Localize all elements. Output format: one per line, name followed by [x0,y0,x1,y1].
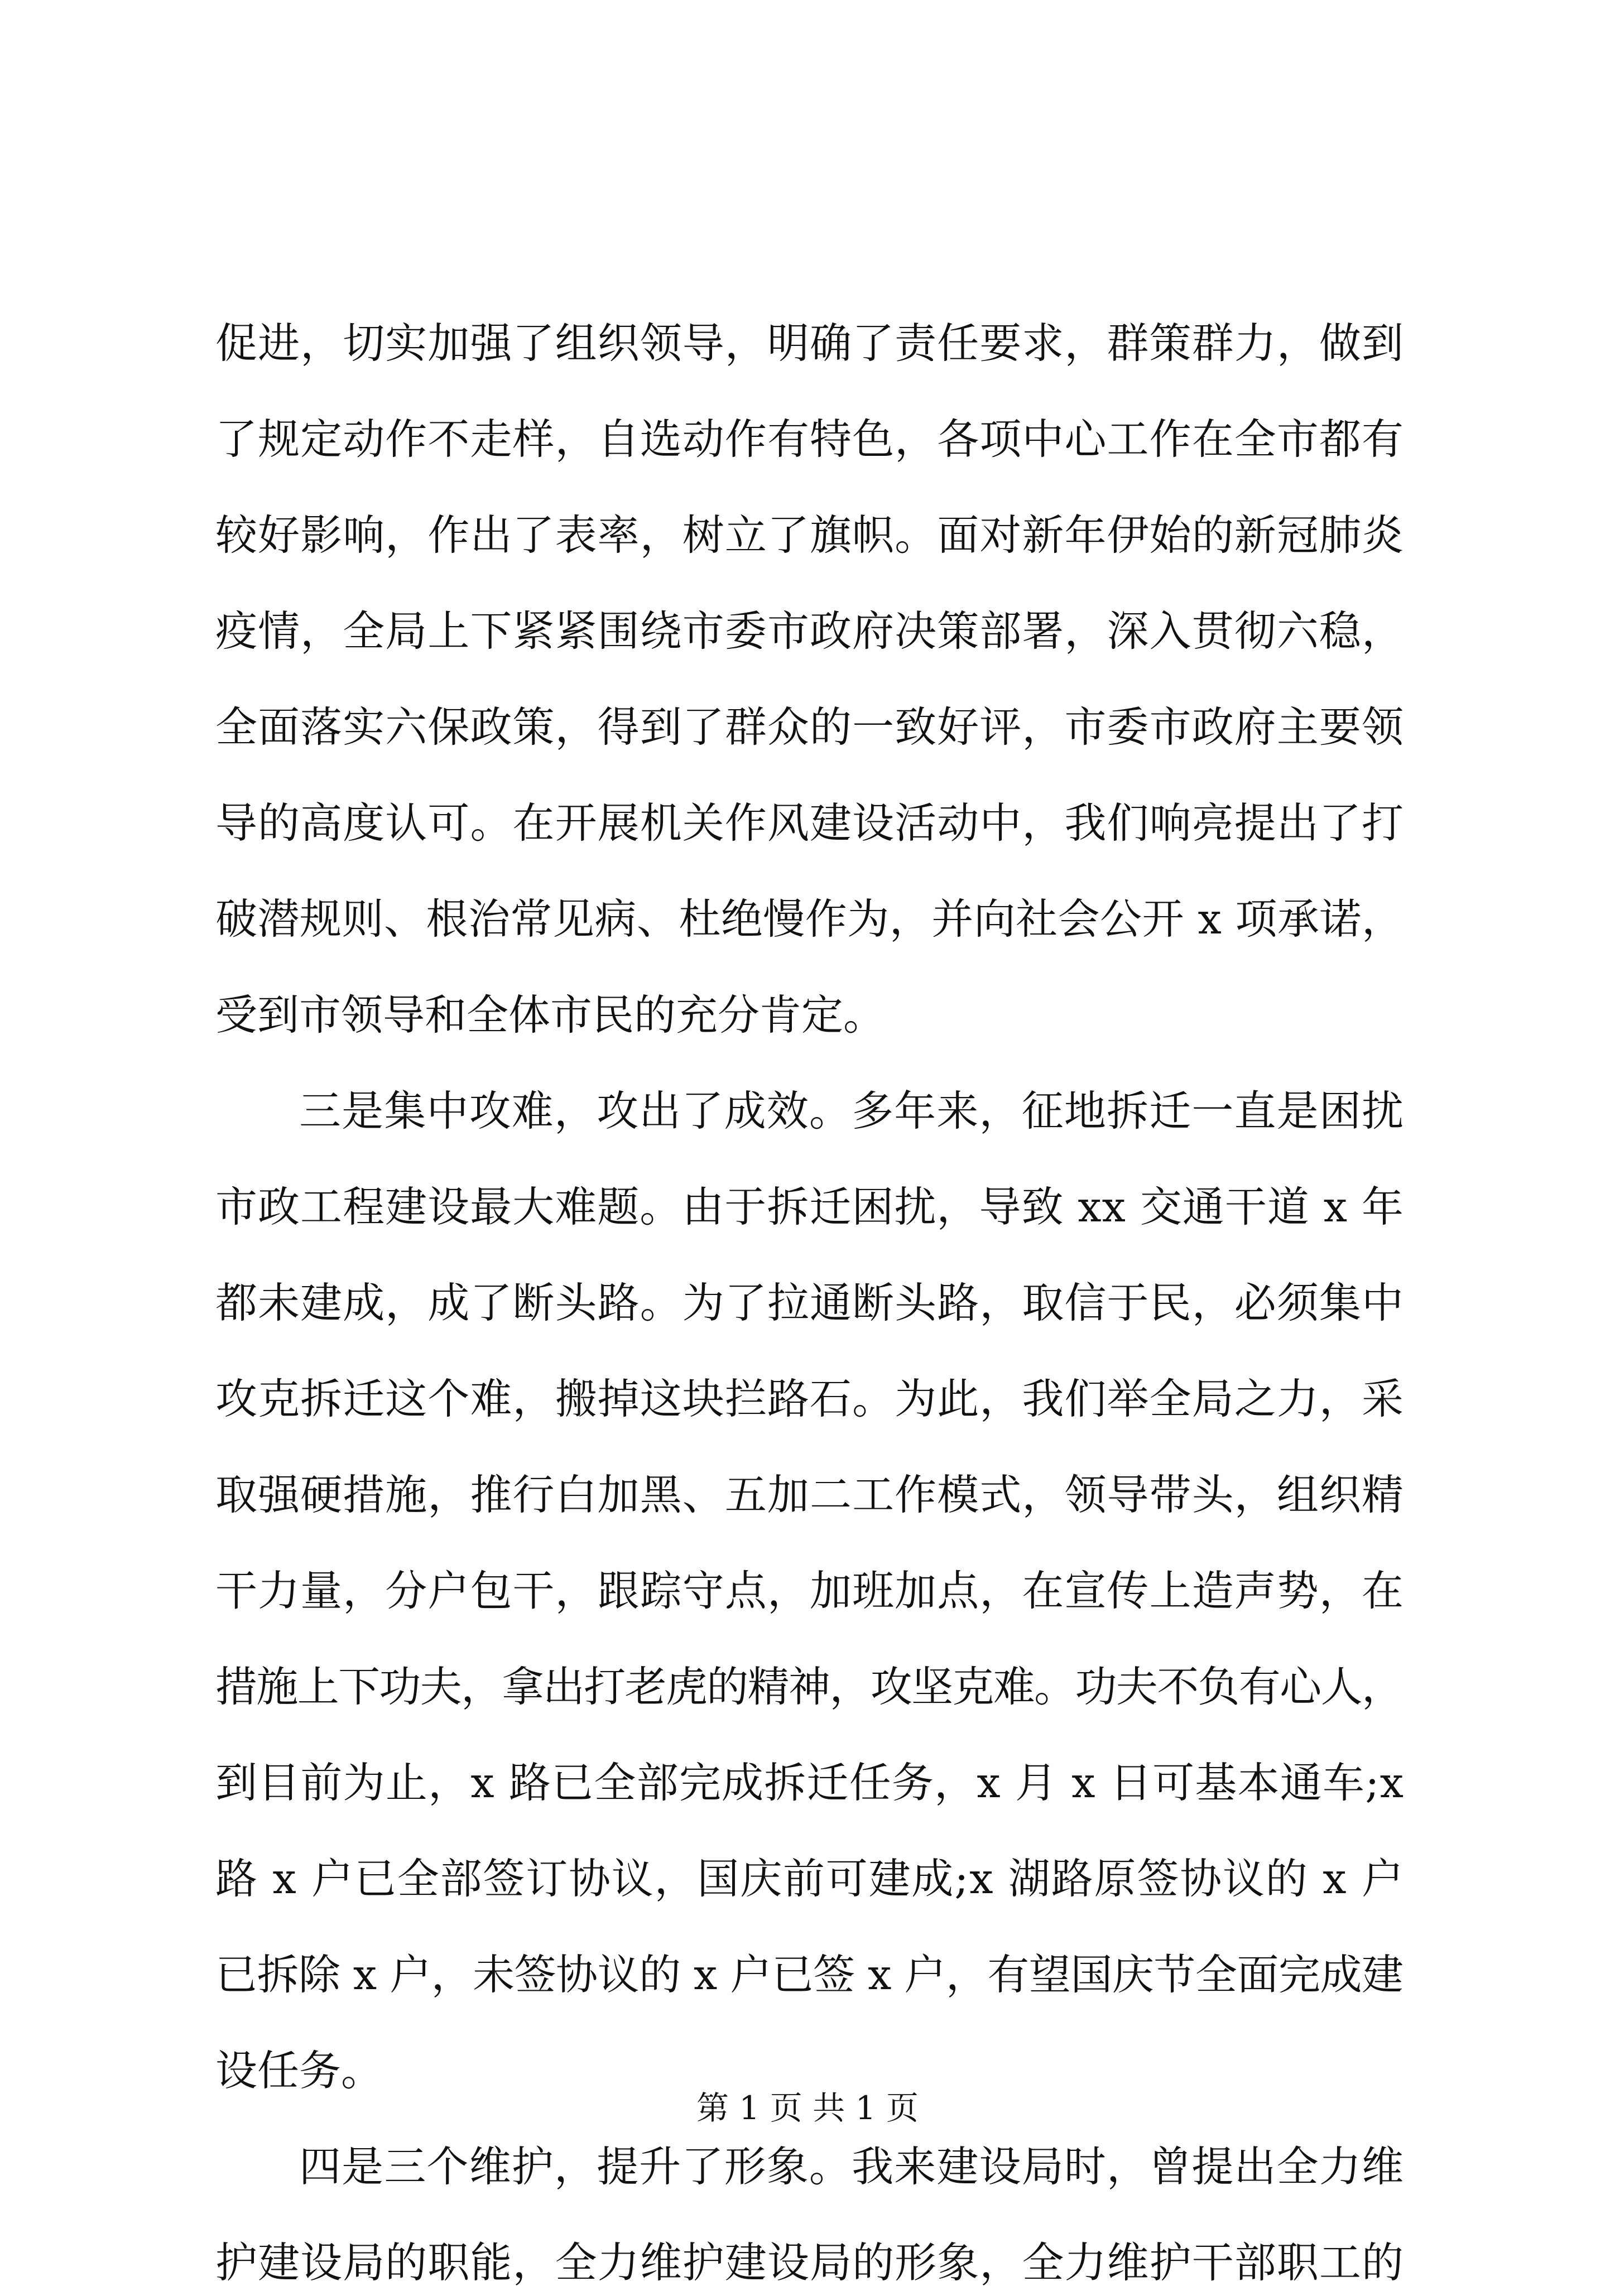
text-line [0,1077,1615,1144]
text-line [0,1941,1615,2008]
text-line [0,790,1615,856]
text-line [0,1461,1615,1528]
text-line [0,1269,1615,1336]
text-line-content: 三是集中攻难，攻出了成效。多年来，征地拆迁一直是困扰 [299,1086,1405,1135]
text-line-content: 全面落实六保政策，得到了群众的一致好评，市委市政府主要领 [215,702,1405,752]
text-line-content: 措施上下功夫，拿出打老虎的精神，攻坚克难。功夫不负有心人， [215,1662,1403,1711]
text-line [0,1749,1615,1816]
text-line [0,1365,1615,1432]
text-line-content: 到目前为止，x 路已全部完成拆迁任务，x 月 x 日可基本通车;x [215,1758,1405,1807]
text-line-content: 市政工程建设最大难题。由于拆迁困扰，导致 xx 交通干道 x 年 [215,1182,1405,1231]
text-line-content: 导的高度认可。在开展机关作风建设活动中，我们响亮提出了打 [215,798,1405,848]
text-line-content: 破潜规则、根治常见病、杜绝慢作为，并向社会公开 x 项承诺， [215,894,1404,944]
text-line [0,981,1615,1048]
text-line-content: 促进，切实加强了组织领导，明确了责任要求，群策群力，做到 [215,319,1405,368]
text-line-content: 了规定动作不走样，自选动作有特色，各项中心工作在全市都有 [215,415,1405,464]
text-line [0,598,1615,665]
text-line [0,2133,1615,2200]
text-line [0,1173,1615,1240]
text-line-content: 攻克拆迁这个难，搬掉这块拦路石。为此，我们举全局之力，采 [215,1374,1405,1423]
text-line-content: 疫情，全局上下紧紧围绕市委市政府决策部署，深入贯彻六稳， [215,607,1405,656]
text-line-content: 受到市领导和全体市民的充分肯定。 [215,990,886,1039]
text-line-content: 较好影响，作出了表率，树立了旗帜。面对新年伊始的新冠肺炎 [215,511,1405,560]
text-line-content: 干力量，分户包干，跟踪守点，加班加点，在宣传上造声势，在 [215,1566,1405,1615]
text-line-content: 已拆除 x 户，未签协议的 x 户已签 x 户，有望国庆节全面完成建 [215,1950,1403,1999]
text-line [0,2229,1615,2296]
text-line [0,694,1615,760]
text-line-content: 路 x 户已全部签订协议，国庆前可建成;x 湖路原签协议的 x 户 [215,1854,1405,1903]
text-line [0,1653,1615,1720]
text-line-content: 四是三个维护，提升了形象。我来建设局时，曾提出全力维 [299,2142,1405,2191]
text-line-content: 护建设局的职能，全力维护建设局的形象，全力维护干部职工的 [215,2238,1405,2287]
text-line-content: 设任务。 [215,2046,383,2095]
text-line-content: 取强硬措施，推行白加黑、五加二工作模式，领导带头，组织精 [215,1470,1405,1519]
text-line [0,1557,1615,1624]
text-line-content: 都未建成，成了断头路。为了拉通断头路，取信于民，必须集中 [215,1278,1405,1327]
text-line [0,885,1615,952]
text-line [0,502,1615,569]
text-line [0,310,1615,377]
page-footer: 第 1 页 共 1 页 [696,2089,919,2127]
text-line [0,406,1615,473]
text-line [0,1845,1615,1912]
